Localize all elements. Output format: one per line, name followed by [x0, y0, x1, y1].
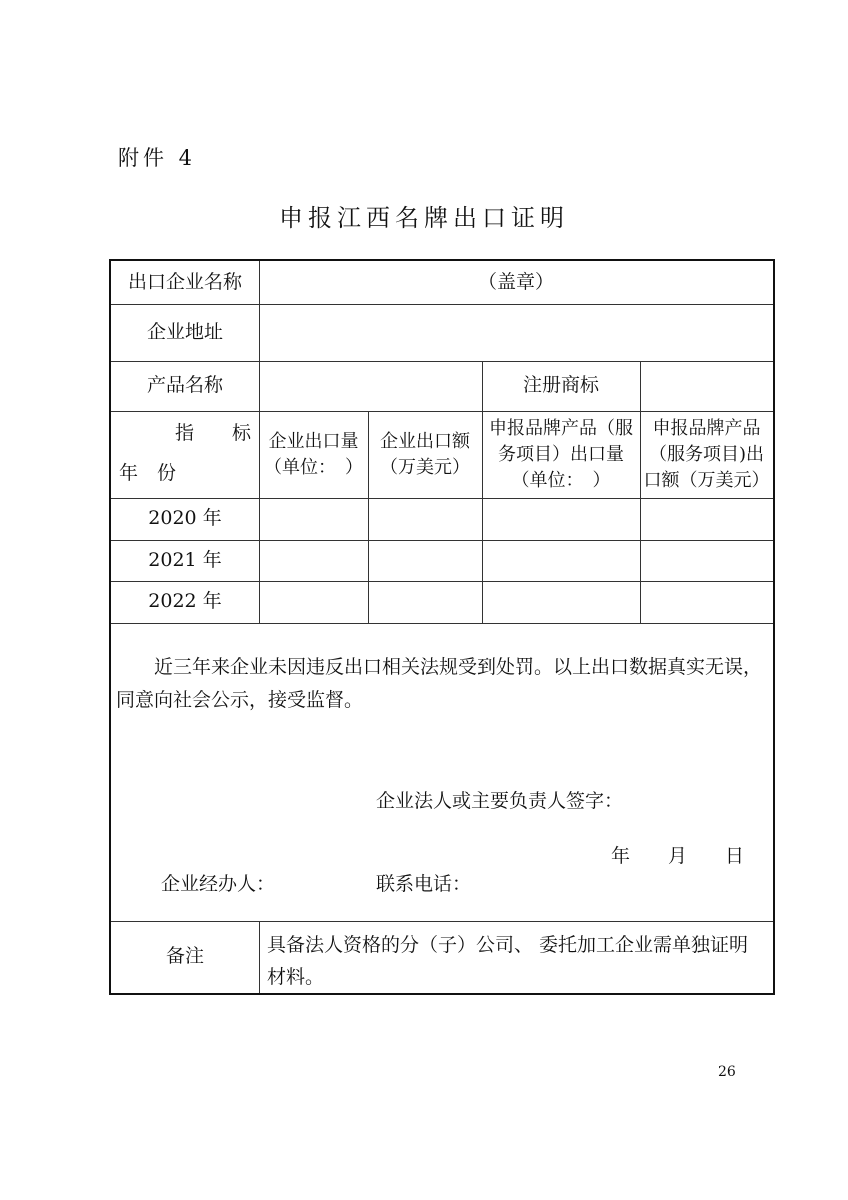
export-value-header	[368, 411, 482, 498]
year-label: 年 份	[119, 462, 177, 484]
brand-export-value-header	[640, 411, 773, 498]
page-number: 26	[718, 1064, 736, 1080]
page-title: 申报江西名牌出口证明	[279, 204, 569, 232]
row-divider	[111, 623, 773, 624]
year-2020-label: 2020 年	[148, 507, 222, 530]
header-line: 务项目）出口量	[498, 443, 624, 465]
year-2022-label: 2022 年	[148, 590, 222, 613]
header-line: 企业出口量	[268, 430, 359, 452]
attachment-label: 附件 4	[118, 146, 197, 170]
header-line: 企业出口额	[380, 430, 470, 452]
header-line: （单位： ）	[264, 456, 363, 478]
export-volume-header	[259, 411, 368, 498]
declaration-text: 近三年来企业未因违反出口相关法规受到处罚。以上出口数据真实无误，同意向社会公示，接受监督。	[116, 656, 763, 711]
indicator-year-header	[111, 411, 259, 498]
trademark-field[interactable]	[640, 361, 773, 411]
col-divider	[259, 921, 260, 993]
date-label: 年 月 日	[611, 845, 745, 867]
product-name-field[interactable]	[259, 361, 482, 411]
header-line: （服务项目)出	[648, 443, 765, 465]
header-line: （单位： ）	[511, 469, 611, 491]
indicator-label: 指 标	[174, 422, 251, 444]
year-2021-label: 2021 年	[148, 548, 222, 571]
handler-label: 企业经办人：	[161, 873, 276, 895]
remarks-label: 备注	[165, 945, 204, 968]
signature-label: 企业法人或主要负责人签字：	[376, 790, 624, 812]
company-address-field[interactable]	[259, 304, 773, 361]
company-name-label: 出口企业名称	[127, 270, 242, 293]
seal-placeholder: （盖章）	[477, 270, 554, 293]
header-line: 口额（万美元）	[643, 469, 770, 491]
header-line: （万美元）	[380, 456, 470, 478]
header-line: 申报品牌产品（服	[489, 417, 633, 439]
brand-export-volume-header	[482, 411, 640, 498]
trademark-label: 注册商标	[522, 374, 599, 397]
certificate-form	[109, 259, 775, 995]
remarks-text: 具备法人资格的分（子）公司、 委托加工企业需单独证明材料。	[267, 934, 749, 988]
company-address-label: 企业地址	[146, 320, 223, 343]
product-name-label: 产品名称	[146, 374, 223, 397]
header-line: 申报品牌产品	[652, 417, 761, 439]
phone-label: 联系电话：	[376, 873, 472, 895]
